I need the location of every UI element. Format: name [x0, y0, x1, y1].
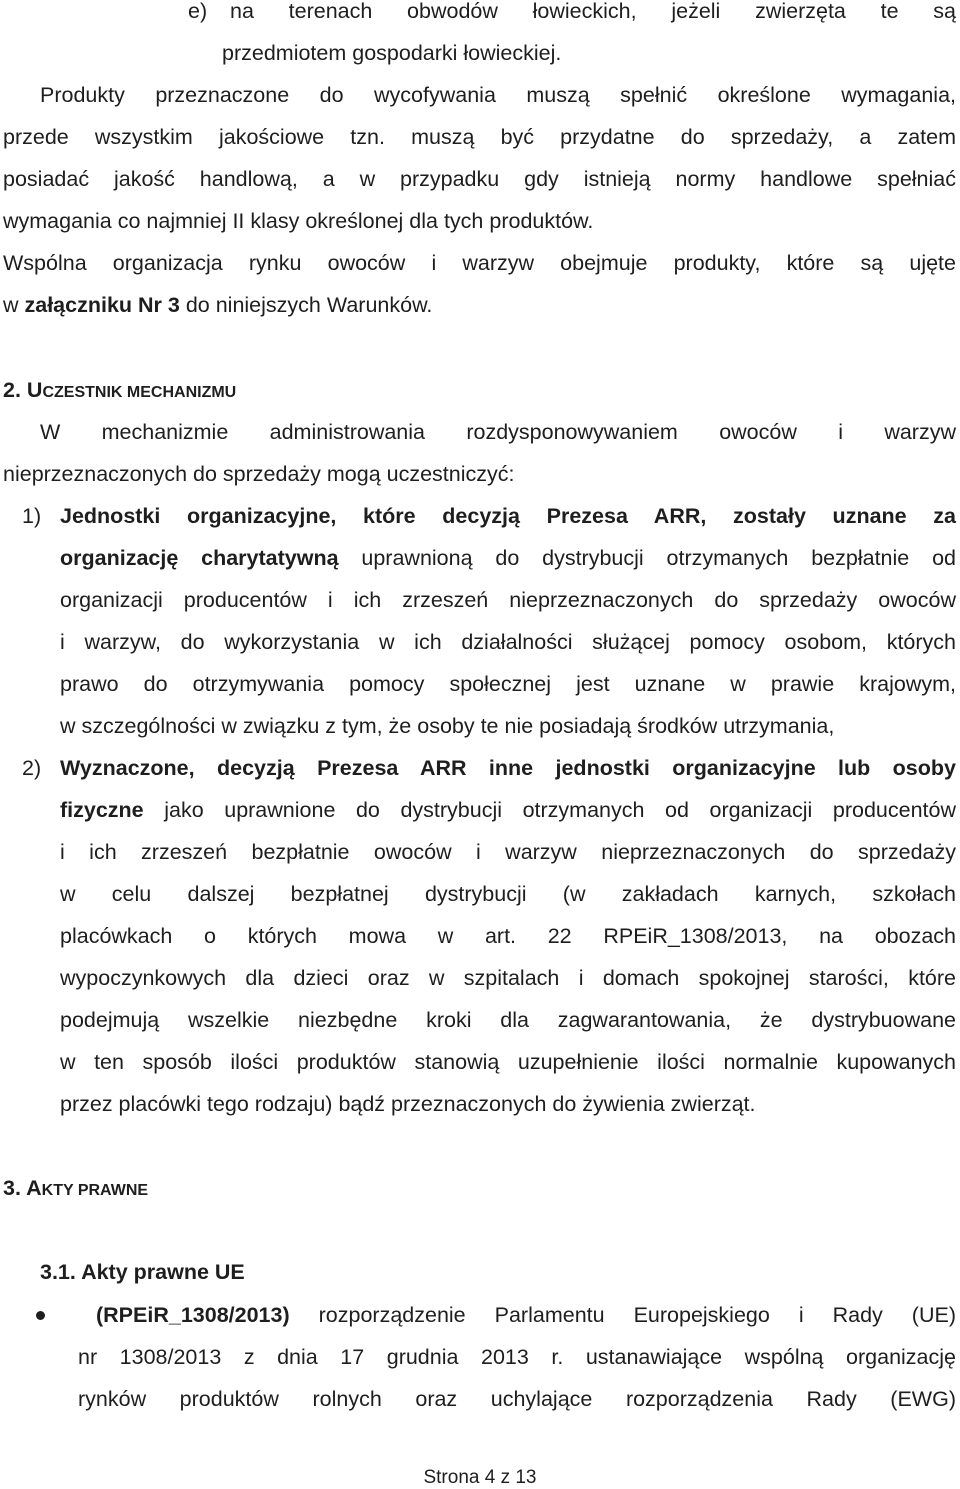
item-2-line-8: w ten sposób ilości produktów stanowią uzupełnienie ilości normalnie kupowanych — [60, 1050, 956, 1074]
list-marker-1: 1) — [22, 504, 42, 528]
item-2-line-5: placówkach o których mowa w art. 22 RPEiR_1308/2013, na obozach — [60, 924, 956, 948]
products-para-line-4: wymagania co najmniej II klasy określonej dla tych produktów. — [3, 209, 594, 233]
bullet-icon — [36, 1311, 45, 1320]
section-2-intro-line-2: nieprzeznaczonych do sprzedaży mogą uczestniczyć: — [3, 462, 515, 486]
item-1-line-2: organizację charytatywną uprawnioną do dystrybucji otrzymanych bezpłatnie od — [60, 546, 956, 570]
item-1-line-4: i warzyw, do wykorzystania w ich działalności służącej pomocy osobom, których — [60, 630, 956, 654]
item-e-line-1: na terenach obwodów łowieckich, jeżeli zwierzęta te są — [230, 0, 956, 23]
item-e-line-2: przedmiotem gospodarki łowieckiej. — [222, 41, 562, 65]
bullet-1-line-2: nr 1308/2013 z dnia 17 grudnia 2013 r. ustanawiające wspólną organizację — [78, 1345, 956, 1369]
item-1-line-1: Jednostki organizacyjne, które decyzją Prezesa ARR, zostały uznane za — [60, 504, 956, 528]
item-1-line-5: prawo do otrzymywania pomocy społecznej jest uznane w prawie krajowym, — [60, 672, 956, 696]
common-org-line-2: w załączniku Nr 3 do niniejszych Warunków. — [3, 293, 433, 317]
page-number: Strona 4 z 13 — [423, 1467, 537, 1488]
list-marker-2: 2) — [22, 756, 42, 780]
item-2-line-4: w celu dalszej bezpłatnej dystrybucji (w zakładach karnych, szkołach — [60, 882, 956, 906]
products-para-line-1: Produkty przeznaczone do wycofywania muszą spełnić określone wymagania, — [40, 83, 956, 107]
common-org-line-1: Wspólna organizacja rynku owoców i warzyw obejmuje produkty, które są ujęte — [3, 251, 956, 275]
item-1-line-3: organizacji producentów i ich zrzeszeń nieprzeznaczonych do sprzedaży owoców — [60, 588, 956, 612]
products-para-line-3: posiadać jakość handlową, a w przypadku gdy istnieją normy handlowe spełniać — [3, 167, 956, 191]
item-2-line-3: i ich zrzeszeń bezpłatnie owoców i warzyw nieprzeznaczonych do sprzedaży — [60, 840, 956, 864]
item-2-line-9: przez placówki tego rodzaju) bądź przeznaczonych do żywienia zwierząt. — [60, 1092, 756, 1116]
item-1-line-6: w szczególności w związku z tym, że osoby te nie posiadają środków utrzymania, — [60, 714, 835, 738]
item-2-line-7: podejmują wszelkie niezbędne kroki dla zagwarantowania, że dystrybuowane — [60, 1008, 956, 1032]
section-2-heading: 2. UCZESTNIK MECHANIZMU — [3, 378, 237, 402]
bullet-1-line-3: rynków produktów rolnych oraz uchylające rozporządzenia Rady (EWG) — [78, 1387, 956, 1411]
subsection-3-1-heading: 3.1. Akty prawne UE — [40, 1260, 245, 1284]
item-2-line-1: Wyznaczone, decyzją Prezesa ARR inne jednostki organizacyjne lub osoby — [60, 756, 956, 780]
item-2-line-2: fizyczne jako uprawnione do dystrybucji otrzymanych od organizacji producentów — [60, 798, 956, 822]
annex-reference: załączniku Nr 3 — [24, 293, 180, 317]
bullet-1-line-1: (RPEiR_1308/2013) rozporządzenie Parlamentu Europejskiego i Rady (UE) — [96, 1303, 956, 1327]
section-3-heading: 3. AKTY PRAWNE — [3, 1176, 149, 1200]
products-para-line-2: przede wszystkim jakościowe tzn. muszą być przydatne do sprzedaży, a zatem — [3, 125, 956, 149]
item-2-line-6: wypoczynkowych dla dzieci oraz w szpitalach i domach spokojnej starości, które — [60, 966, 956, 990]
section-2-intro-line-1: W mechanizmie administrowania rozdysponowywaniem owoców i warzyw — [40, 420, 956, 444]
list-marker-e: e) — [188, 0, 208, 23]
